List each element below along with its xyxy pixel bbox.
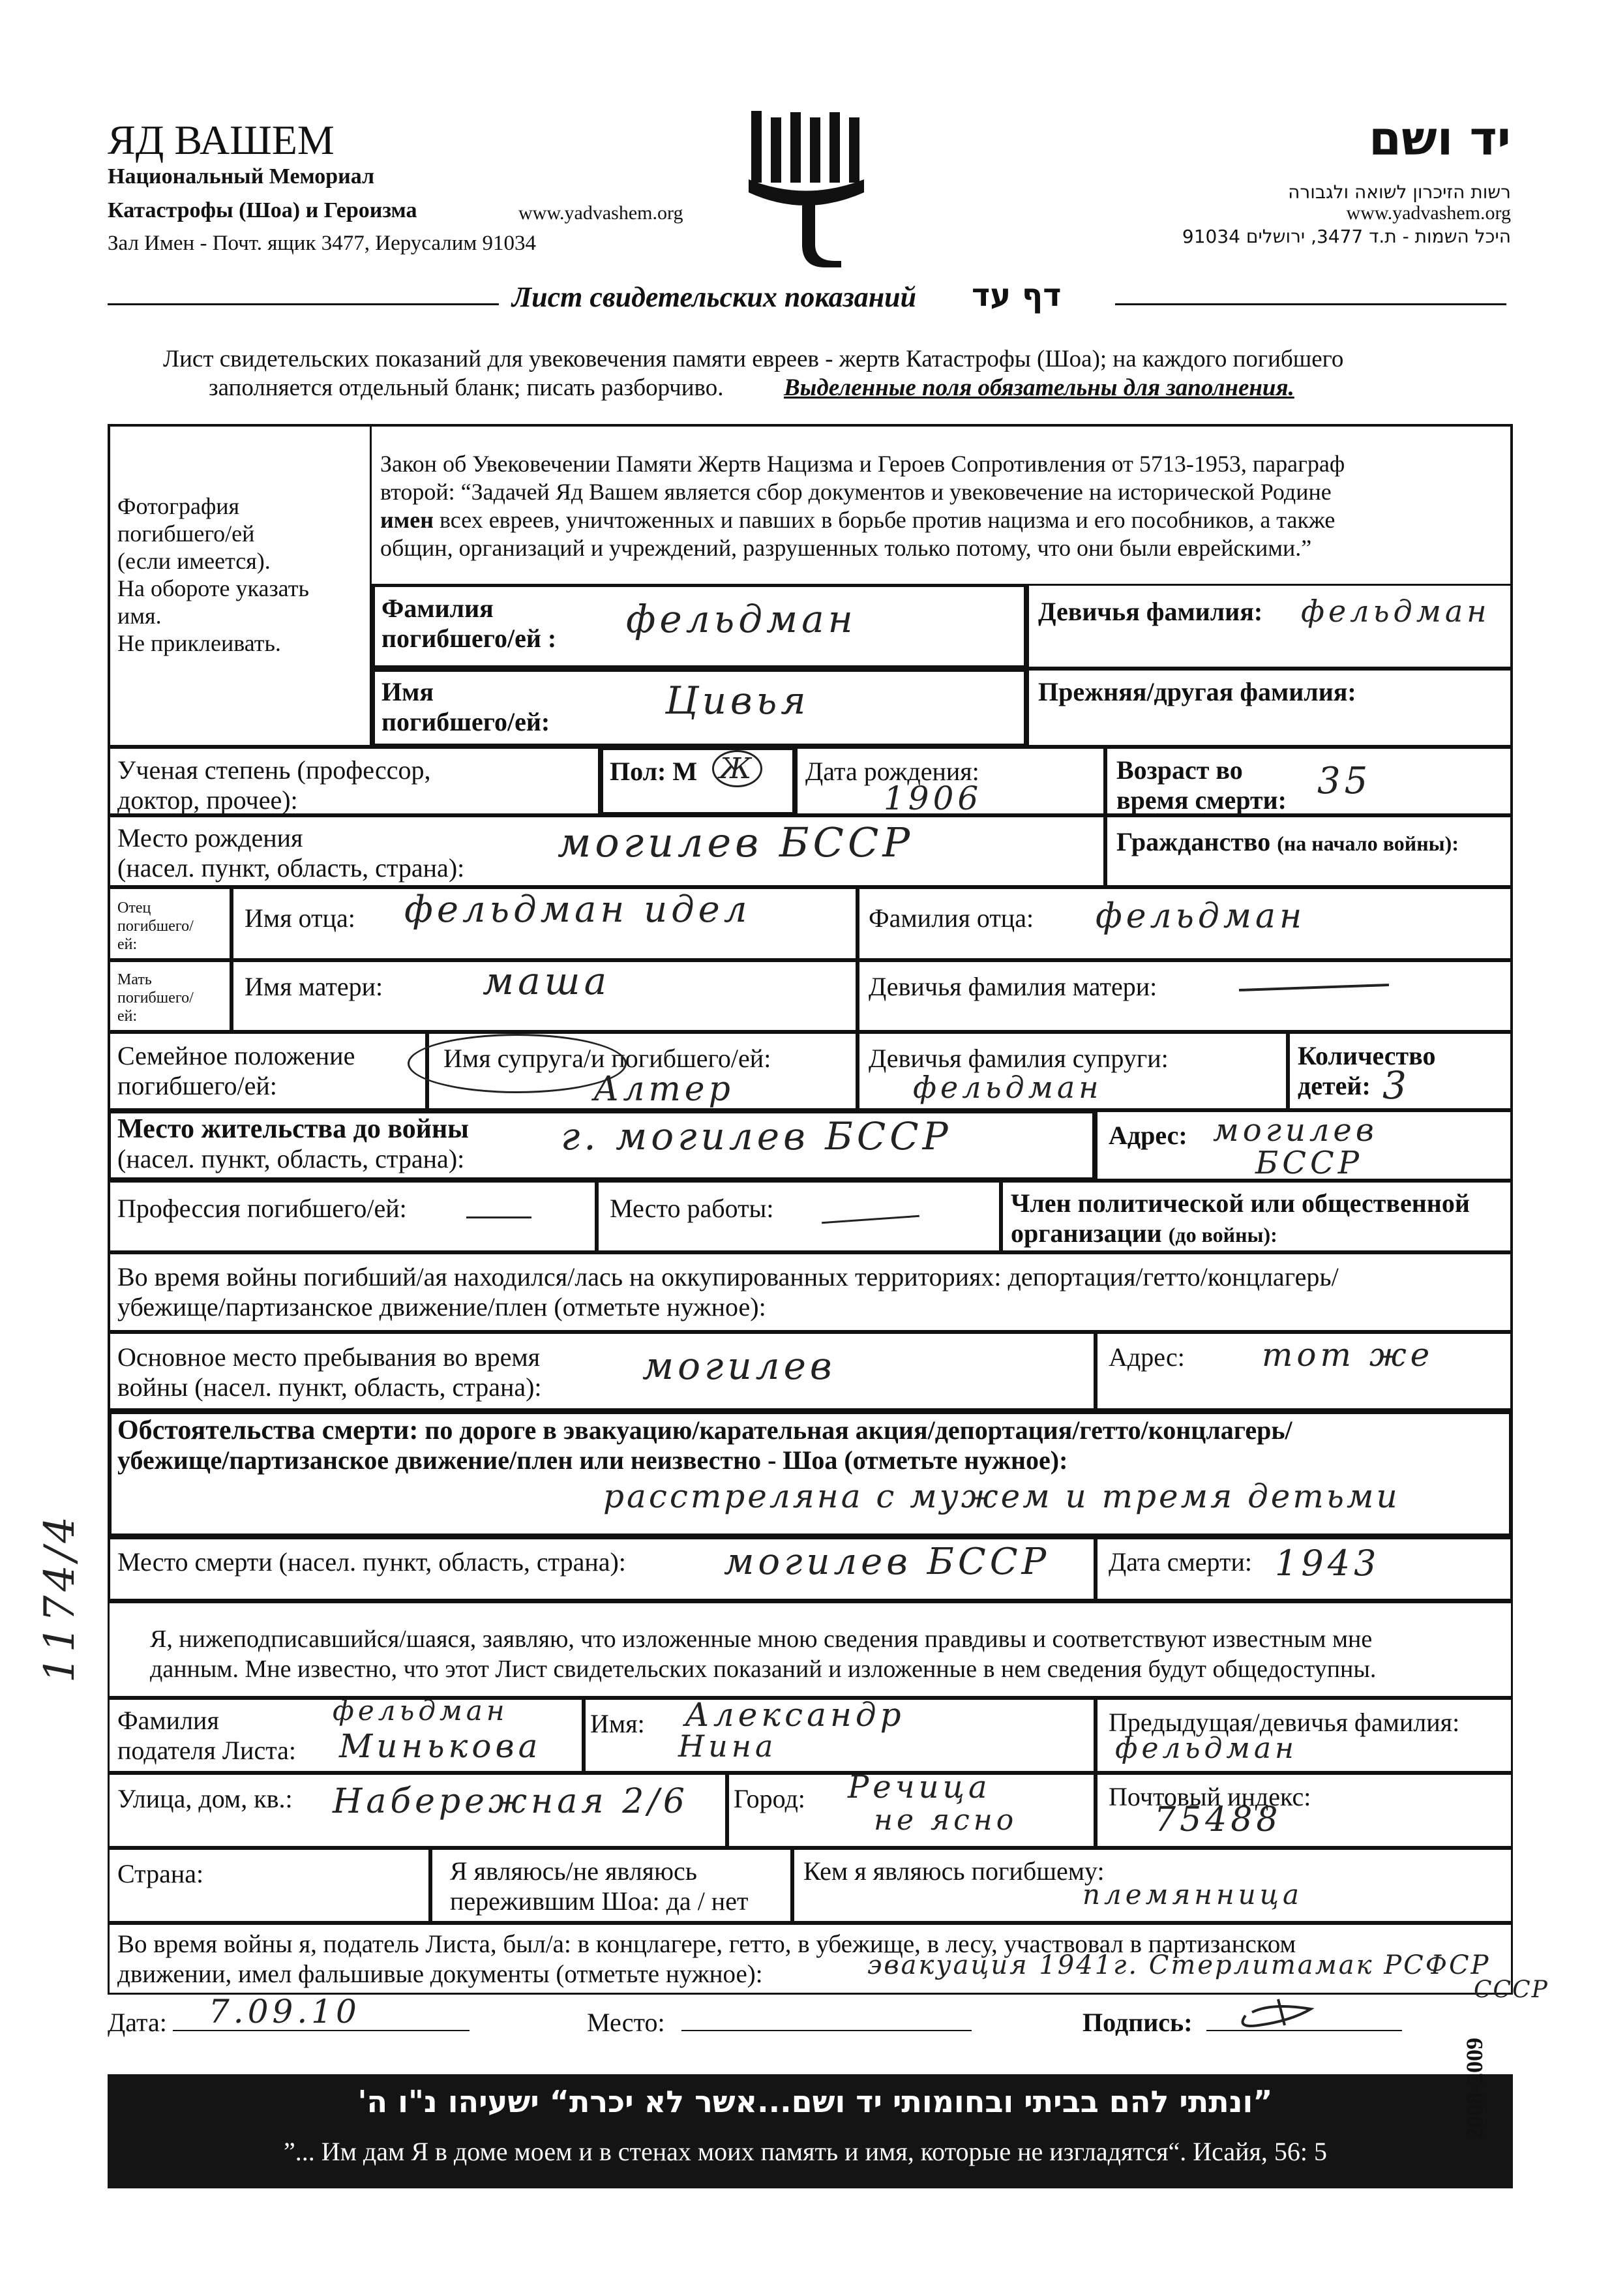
heb-url: www.yadvashem.org [1346, 202, 1511, 224]
father-surname-label: Фамилия отца: [869, 903, 1034, 933]
prev-name-label: Прежняя/другая фамилия: [1038, 677, 1356, 706]
mother-side-1: Мать [117, 971, 152, 988]
father-side-1: Отец [117, 899, 151, 916]
residence-value[interactable]: г. могилев БССР [561, 1114, 952, 1158]
member-label [1011, 1188, 1470, 1250]
war-value-2[interactable]: СССР [1474, 1976, 1549, 2003]
degree-label-1: Ученая степень (профессор, [117, 755, 431, 785]
main-address-value[interactable]: тот же [1262, 1336, 1434, 1374]
mother-name-value[interactable]: маша [483, 959, 611, 1003]
sub-surname-label [117, 1706, 296, 1766]
children-label-2: детей: [1298, 1071, 1371, 1100]
sub-prev-value[interactable]: фельдман [1115, 1732, 1298, 1765]
name-label [381, 677, 550, 737]
age-label [1116, 755, 1287, 815]
sex-value[interactable]: Ж [712, 750, 762, 787]
relation-value[interactable]: племянница [1082, 1879, 1304, 1911]
father-side-label [117, 899, 194, 954]
birthplace-value[interactable]: могилев БССР [558, 819, 914, 866]
death-circ-text [117, 1415, 1292, 1475]
children-label [1298, 1041, 1436, 1101]
survivor-label-1: Я являюсь/не являюсь [450, 1856, 697, 1886]
birthplace-label-2: (насел. пункт, область, страна): [117, 853, 465, 883]
zip-label: Почтовый индекс: [1109, 1782, 1311, 1811]
declaration-text [150, 1624, 1376, 1684]
spouse-label: Имя супруга/и погибшего/ей: [443, 1044, 771, 1073]
father-side-3: ей: [117, 936, 138, 953]
mother-side-3: ей: [117, 1008, 138, 1025]
sub-prev-label: Предыдущая/девичья фамилия: [1109, 1708, 1460, 1737]
photo-line2: погибшего/ей [117, 521, 255, 547]
birthplace-label [117, 823, 464, 883]
war-label-2: движении, имел фальшивые документы (отметьте нужное): [117, 1960, 763, 1988]
marital-label-2: погибшего/ей: [117, 1071, 277, 1100]
main-place-label [117, 1342, 542, 1402]
name-label-2: погибшего/ей: [381, 707, 550, 736]
during-war-text [117, 1262, 1339, 1322]
yad-vashem-logo [743, 104, 874, 267]
member-label-1: Член политической или общественной [1011, 1188, 1470, 1218]
marital-label-1: Семейное положение [117, 1041, 355, 1070]
sex-label: Пол: М [610, 757, 698, 786]
workplace-label: Место работы: [610, 1194, 774, 1223]
org-title: ЯД ВАШЕМ [108, 117, 335, 163]
sub-surname-value-2[interactable]: Минькова [339, 1727, 542, 1765]
city-value-1[interactable]: Речица [848, 1769, 991, 1805]
profession-label: Профессия погибшего/ей: [117, 1194, 407, 1223]
spouse-maiden-label: Девичья фамилия супруги: [869, 1044, 1169, 1073]
marital-label [117, 1041, 355, 1101]
degree-label [117, 755, 430, 815]
sub-surname-value-1[interactable]: фельдман [333, 1695, 509, 1727]
org-address: Зал Имен - Почт. ящик 3477, Иерусалим 91034 [108, 232, 537, 255]
residence-label-2: (насел. пункт, область, страна): [117, 1144, 465, 1173]
main-place-value[interactable]: могилев [642, 1344, 836, 1388]
during-war-2: убежище/партизанское движение/плен (отметьте нужное): [117, 1292, 766, 1322]
death-circ-2: убежище/партизанское движение/плен или неизвестно - Шоа (отметьте нужное): [117, 1445, 1068, 1475]
mother-name-label: Имя матери: [245, 972, 383, 1001]
member-note: (до войны): [1168, 1223, 1277, 1246]
death-place-value[interactable]: могилев БССР [724, 1541, 1051, 1583]
law-line3-bold: имен [380, 507, 434, 533]
mother-side-label [117, 971, 194, 1025]
street-value[interactable]: Набережная 2/6 [333, 1782, 689, 1821]
citizenship-label [1116, 827, 1459, 858]
citizenship-label-text: Гражданство [1116, 827, 1271, 856]
sub-name-value-2[interactable]: Нина [678, 1729, 777, 1764]
city-value-2[interactable]: не ясно [874, 1804, 1018, 1837]
form-title-heb: דף עד [972, 277, 1062, 314]
survivor-label-2: пережившим Шоа: да / нет [450, 1886, 749, 1916]
photo-line6: Не приклеивать. [117, 630, 281, 656]
war-label-1: Во время войны я, податель Листа, был/а: в концлагере, гетто, в убежище, в лесу, участвовал в партизанском [117, 1930, 1296, 1958]
spouse-value[interactable]: Алтер [593, 1070, 734, 1109]
main-address-label: Адрес: [1109, 1342, 1185, 1372]
city-label: Город: [734, 1784, 805, 1813]
photo-instructions [117, 492, 309, 657]
dob-value[interactable]: 1906 [884, 779, 983, 817]
signature-mark [1232, 1989, 1330, 2035]
org-url-left: www.yadvashem.org [518, 202, 683, 224]
date-label: Дата: [108, 2008, 167, 2037]
death-place-label: Место смерти (насел. пункт, область, страна): [117, 1547, 626, 1577]
org-line2: Катастрофы (Шоа) и Героизма [108, 198, 417, 222]
father-side-2: погибшего/ [117, 918, 194, 935]
death-date-value[interactable]: 1943 [1275, 1543, 1381, 1584]
dob-label: Дата рождения: [805, 757, 979, 786]
death-circ-line1 [117, 1415, 1292, 1445]
place-line [681, 2030, 972, 2031]
heb-address: היכל השמות - ת.ד 3477, ירושלים 91034 [1182, 226, 1511, 247]
mother-maiden-label: Девичья фамилия матери: [869, 972, 1157, 1001]
country-label: Страна: [117, 1859, 204, 1888]
margin-note: 1174/4 [36, 1512, 84, 1683]
residence-label [117, 1114, 469, 1174]
address-value-2[interactable]: БССР [1255, 1145, 1364, 1181]
intro-line1: Лист свидетельских показаний для увековечения памяти евреев - жертв Катастрофы (Шоа); на каждого погибшего [163, 346, 1344, 372]
father-name-label: Имя отца: [245, 903, 355, 933]
death-date-label: Дата смерти: [1109, 1547, 1253, 1577]
law-line4: общин, организаций и учреждений, разрушенных только потому, что они были еврейскими.” [380, 535, 1312, 561]
footer-ru-quote: ”... Им дам Я в доме моем и в стенах моих память и имя, которые не изгладятся“. Исайя, 56: 5 [283, 2137, 1328, 2166]
sub-name-value-1[interactable]: Александр [685, 1696, 905, 1734]
father-surname-value[interactable]: фельдман [1096, 897, 1306, 936]
form-title: Лист свидетельских показаний [512, 281, 917, 313]
sub-surname-label-1: Фамилия [117, 1706, 219, 1735]
age-value[interactable]: 35 [1317, 760, 1372, 802]
footer-heb-quote: ”ונתתי להם בביתי ובחומותי יד ושם...אשר לא יכרת“ ישעיהו נ"ו ה' [357, 2084, 1273, 2119]
name-value[interactable]: Цивья [665, 678, 810, 723]
citizenship-note: (на начало войны): [1277, 832, 1459, 855]
org-line1: Национальный Мемориал [108, 164, 375, 189]
maiden-label: Девичья фамилия: [1038, 597, 1263, 626]
profession-dash [466, 1216, 531, 1218]
birthplace-label-1: Место рождения [117, 823, 303, 853]
children-label-1: Количество [1298, 1041, 1436, 1070]
declaration-line1: Я, нижеподписавшийся/шаяся, заявляю, что изложенные мною сведения правдивы и соответствуют известным мне [150, 1625, 1373, 1653]
degree-label-2: доктор, прочее): [117, 785, 298, 815]
residence-label-1: Место жительства до войны [117, 1114, 469, 1144]
heb-title: יד ושם [1368, 111, 1511, 166]
main-place-label-1: Основное место пребывания во время [117, 1342, 541, 1372]
law-line3-rest: всех евреев, уничтоженных и павших в борьбе против нацизма и его пособников, а также [439, 507, 1336, 533]
main-place-label-2: войны (насел. пункт, область, страна): [117, 1372, 542, 1402]
title-rule-left [108, 303, 499, 305]
footer-year: 2008-2009 [1461, 2038, 1487, 2139]
heb-line1: רשות הזיכרון לשואה ולגבורה [1288, 181, 1511, 203]
intro-required: Выделенные поля обязательны для заполнения. [784, 374, 1294, 401]
address-label: Адрес: [1109, 1121, 1187, 1150]
declaration-line2: данным. Мне известно, что этот Лист свидетельских показаний и изложенные в нем сведения будут общедоступны. [150, 1655, 1377, 1683]
photo-line3: (если имеется). [117, 548, 271, 574]
title-rule-right [1115, 303, 1506, 305]
signature-label: Подпись: [1082, 2008, 1193, 2037]
member-label-2: организации [1011, 1218, 1162, 1248]
war-value[interactable]: эвакуация 1941г. Стерлитамак РСФСР [867, 1950, 1491, 1980]
surname-label [381, 594, 556, 654]
law-line1: Закон об Увековечении Памяти Жертв Нацизма и Героев Сопротивления от 5713-1953, параграф [380, 451, 1345, 477]
age-label-2: время смерти: [1116, 785, 1287, 815]
date-value[interactable]: 7.09.10 [209, 1993, 361, 2031]
surname-label-2: погибшего/ей : [381, 624, 557, 653]
law-line2: второй: “Задачей Яд Вашем является сбор документов и увековечение на исторической Родине [380, 479, 1332, 505]
law-line3 [380, 506, 1508, 534]
spouse-maiden-value[interactable]: фельдман [913, 1070, 1103, 1105]
death-circ-bold: Обстоятельства смерти: [117, 1415, 419, 1445]
law-text [380, 450, 1508, 562]
surname-value[interactable]: фельдман [626, 597, 857, 641]
photo-line5: имя. [117, 603, 162, 629]
address-value-1[interactable]: могилев [1213, 1112, 1378, 1149]
surname-label-1: Фамилия [381, 594, 494, 623]
name-label-1: Имя [381, 677, 434, 706]
during-war-1: Во время войны погибший/ая находился/лась на оккупированных территориях: депортация/гетто/концлагерь/ [117, 1262, 1339, 1292]
death-circ-value[interactable]: расстреляна с мужем и тремя детьми [603, 1477, 1400, 1515]
photo-line1: Фотография [117, 493, 240, 519]
mother-side-2: погибшего/ [117, 989, 194, 1006]
survivor-label [450, 1856, 748, 1916]
photo-line4: На обороте указать [117, 575, 309, 601]
place-label: Место: [587, 2008, 665, 2037]
street-label: Улица, дом, кв.: [117, 1784, 293, 1813]
age-label-1: Возраст во [1116, 755, 1243, 785]
father-name-value[interactable]: фельдман идел [404, 888, 751, 931]
sub-surname-label-2: подателя Листа: [117, 1736, 297, 1765]
children-value[interactable]: 3 [1382, 1063, 1410, 1108]
member-label-2-row [1011, 1218, 1470, 1250]
sub-name-label: Имя: [590, 1709, 645, 1738]
relation-label: Кем я являюсь погибшему: [803, 1856, 1105, 1886]
death-circ-1: по дороге в эвакуацию/карательная акция/депортация/гетто/концлагерь/ [425, 1415, 1292, 1445]
zip-value[interactable]: 75488 [1154, 1800, 1282, 1839]
maiden-value[interactable]: фельдман [1301, 594, 1491, 629]
intro-line2: заполняется отдельный бланк; писать разборчиво. [209, 374, 724, 401]
